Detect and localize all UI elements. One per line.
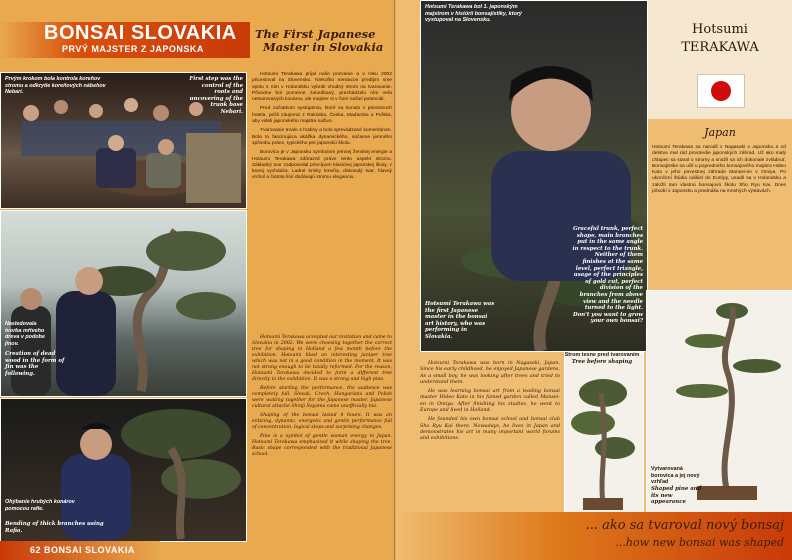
- closing-title-en: ...how new bonsai was shaped: [615, 536, 784, 549]
- paragraph-en: Hotsumi Terakawa accepted our invitation and came to Slovakia in 2002. We were choosing together the correct tree for shaping in Holland a few month before the exhibition. Hotsumi liked an interesting juniper tree which was not in a good condition in the moment. It was not strong enough to be totally reformed. For the reason, Hotsumi Terakawa decided to form a different tree directly in the exhibition. It was a strong and high pine.: [252, 335, 392, 382]
- paragraph-sk: Tvarovanie trvalo 4 hodiny a bolo sprevádzané komentárom. Bola to fascinujúca ukážka dynamického, súčasne jemného spôsobu práce, typického pre japonskú školu.: [252, 128, 392, 146]
- paragraph-sk: Hotsumi Terakawa prijal naše pozvanie a v roku 2002 pricestoval na Slovensko. Niekoľko mesiacov predtým sme spolu s ním v Holandsku vybrali vhodný strom na tvarovanie. Pôvodne bol pomerne zanedbaný, prechádzalo ním veľa netvarovaných konárov, ale majster si v ňom našiel potenciál.: [252, 72, 392, 103]
- caption-root-sk: Prvým krokom bola kontrola koreňov stromu a odkrytie koreňových nábehov Nebari.: [5, 76, 106, 96]
- caption-after-sk: Vytvarovaná borovica a jej nový vzhľad: [651, 466, 700, 486]
- master-name-box: [648, 0, 792, 119]
- article-subtitle: PRVÝ MAJSTER Z JAPONSKA: [62, 44, 204, 54]
- caption-before-sk: Strom tesne pred tvarovaním: [564, 352, 640, 358]
- article-title-en: The First Japanese Master in Slovakia: [255, 27, 384, 54]
- photo-branch-bending: [0, 398, 247, 542]
- caption-before-en: Tree before shaping: [571, 359, 633, 365]
- paragraph-en: Pine is a symbol of gentle woman energy in Japan. Hotsumi Terakawa emphasized it while shaping the tree. Basic shape corresponded with the traditional Japanese school.: [252, 434, 392, 457]
- paragraph-sk: Borovica je v Japonsku symbolom jemnej ženskej energie a Hotsumi Terakawa zdôraznil práve tento aspekt stromu. Základný tvar zodpovedal princípom klasickej japonskej školy, z ktorej vychádza. Ladné krivky kmeňa, dokonalý tvar, hlavný vrchol a čistota línií dodávajú stromu eleganciu.: [252, 150, 392, 181]
- right-page: [396, 0, 792, 560]
- paragraph-sk: Pred začiatkom vystúpenia, ktoré sa konalo v priestoroch hotela, prišli záujemci z Rakúska, Česka, Maďarska a Poľska, aby videli japonského majstra naživo.: [252, 106, 392, 125]
- photo-tree-after: [646, 290, 792, 516]
- caption-tree-en: Graceful trunk, perfect shape, main branches put in the same angle in respect to the trunk. Neither of them finishes at the same level, perfect triangle, usage of the principles of gold cut, perfect division of the branches from above view and the needle turned to the light. Don't you want to grow your own bonsai?: [572, 226, 643, 325]
- bio-text-sk: Hotsumi Terakawa sa narodil v Nagasaki v Japonsku a od detstva mal rád prostredie japonských záhrad. Už ako malý chlapec sa staral o stromy a snažil sa ich dokonale zvládnuť. Bonsajistike sa učil u popredného bonsajového majstra Hideo Kato v jeho povestnej záhrade Mansei-en v Omiya. Po ukončení štúdia odišiel do Európy, usadil sa v Holandsku a založil tam vlastnú bonsajovú školu Sho Ryu Kai. Dnes pôsobí v Japonsku a prednáša na mnohých výstavách.: [652, 145, 786, 195]
- paragraph-en: He founded his own bonsai school and bonsai club Sho Ryu Kai there. Nowadays, he lives in Japan and demonstrates his art in many important world forums and exhibitions.: [420, 416, 560, 442]
- article-text-en: [252, 335, 392, 461]
- photo-deadwood-creation: [0, 210, 247, 397]
- paragraph-en: He was learning bonsai art from a leading bonsai master Hideo Kato in his famed garden called Mansei-en in Omiya. After finishing his studies, he went to Europe and lived in Holland.: [420, 388, 560, 414]
- caption-deadwood-en: Creation of dead wood in the form of Jin was the following.: [5, 351, 65, 377]
- country-label: Japan: [704, 126, 736, 139]
- photo-master-bending: [1, 399, 246, 541]
- master-first-name: Hotsumi: [692, 22, 748, 37]
- caption-portrait-en: Hotsumi Terakawa was the first Japanese master in the bonsai art history, who was performing in Slovakia.: [425, 301, 495, 340]
- caption-portrait-sk: Hotsumi Terakawa bol 1. japonským majstrom v histórii bonsajistiky, ktorý vystupoval na Slovensku.: [425, 4, 522, 24]
- paragraph-en: Before starting the performance, the audience was completely full. Slovak, Czech, Hungarians and Polish were waiting together for the Japanese master. Japanese cultural attaché Shinji Soyama came unofficially too.: [252, 386, 392, 409]
- closing-title-sk: ... ako sa tvaroval nový bonsaj: [585, 518, 784, 533]
- article-text-sk: [252, 72, 392, 185]
- caption-bending-en: Bending of thick branches using Rafia.: [5, 521, 104, 534]
- photo-master-portrait: [420, 0, 648, 352]
- caption-root-en: First step was the control of the roots and uncovering of the trunk base Nebari.: [189, 76, 243, 115]
- paragraph-en: Hotsumi Terakawa was born in Nagasaki, Japan. Since his early childhood, he enjoyed Japanese gardens. As a small boy, he was looking after trees and tried to understand them.: [420, 360, 560, 385]
- photo-root-inspection: [0, 72, 247, 209]
- photo-pine-before: [565, 353, 643, 515]
- caption-deadwood-sk: Nasledovala tvorba mŕtveho dreva v podobe jinov.: [5, 321, 45, 347]
- caption-after-en: Shaped pine and its new appearance: [651, 486, 702, 506]
- paragraph-en: Shaping of the bonsai lasted 4 hours. It was an enticing, dynamic, energetic and gentle performance full of concentration, logical steps and surprising changes.: [252, 413, 392, 430]
- caption-bending-sk: Ohýbanie hrubých konárov pomocou rafie.: [5, 499, 75, 512]
- page-footer: 62 BONSAI SLOVAKIA: [30, 545, 135, 555]
- bio-text-en: [420, 360, 560, 445]
- japan-flag: [697, 74, 745, 108]
- master-last-name: TERAKAWA: [681, 40, 759, 55]
- magazine-title: BONSAI SLOVAKIA: [44, 22, 237, 44]
- photo-tree-before: [564, 352, 644, 516]
